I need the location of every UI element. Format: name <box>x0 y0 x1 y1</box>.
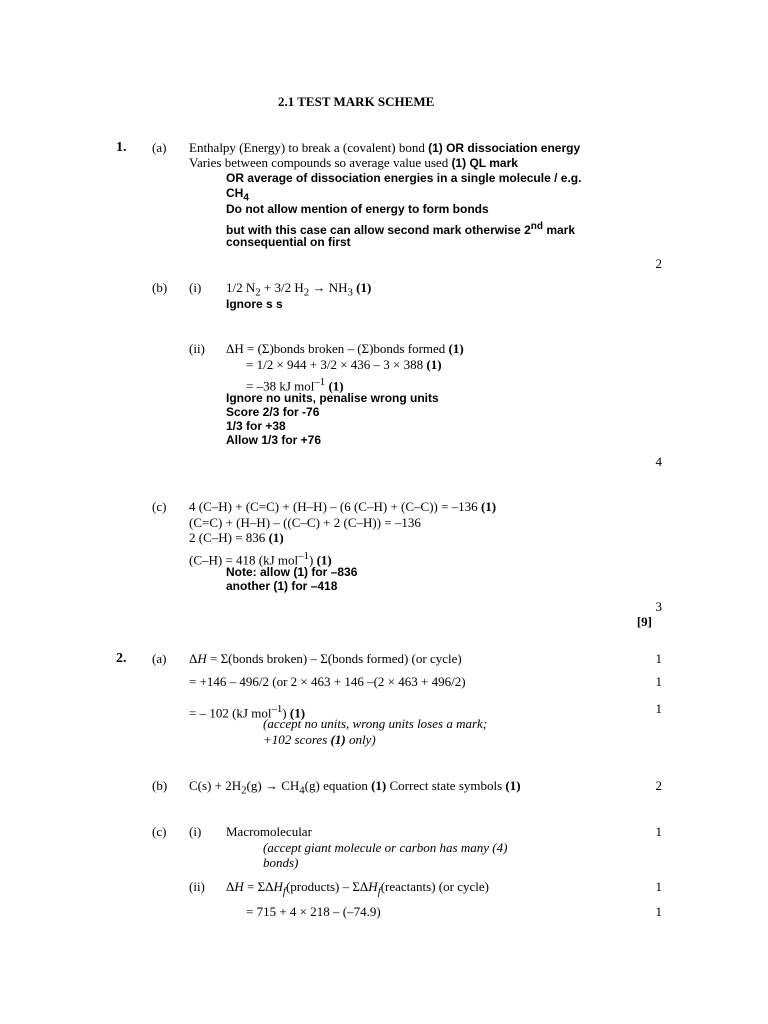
q1b-ii-note-3: 1/3 for +38 <box>226 419 286 433</box>
page-title: 2.1 TEST MARK SCHEME <box>278 94 435 109</box>
q1c-line-1: 4 (C–H) + (C=C) + (H–H) – (6 (C–H) + (C–C)) = –136 (1) <box>189 499 497 514</box>
q1b-ii-note-1: Ignore no units, penalise wrong units <box>226 391 439 405</box>
q1a-note-5: consequential on first <box>226 235 351 249</box>
q2c-i-label: (i) <box>189 824 202 839</box>
q1a-total-marks: 2 <box>655 256 662 271</box>
q1a-note-2: $CH_4$ <box>226 186 249 204</box>
q2c-label: (c) <box>152 824 167 839</box>
q1b-ii-note-2: Score 2/3 for -76 <box>226 405 320 419</box>
q1c-total-marks: 3 <box>655 599 662 614</box>
q2a-label: (a) <box>152 651 167 666</box>
q2c-ii-line-1-mark: 1 <box>655 879 662 894</box>
question-1-number: 1. <box>116 140 127 155</box>
q1a-label: (a) <box>152 140 167 155</box>
q2a-line-3-mark: 1 <box>655 701 662 716</box>
question-2-number: 2. <box>116 651 127 666</box>
q2c-ii-label: (ii) <box>189 879 205 894</box>
q1b-total-marks: 4 <box>655 454 662 469</box>
q2b-label: (b) <box>152 778 168 793</box>
q2c-ii-line-1: $\Delta H = \Sigma\Delta H_f(products)$ – $\Sigma\Delta H_f(reactants)$ (or cycle) <box>226 879 489 898</box>
q2b-equation: $C(s) + 2H_2(g) \to CH_4(g)$ equation (1) Correct state symbols (1) <box>189 778 521 797</box>
q1c-note-1: Note: allow (1) for –836 <box>226 565 358 579</box>
q2a-note-1: (accept no units, wrong units loses a mark; <box>263 716 488 731</box>
q2c-i-mark: 1 <box>655 824 662 839</box>
q1c-note-2: another (1) for –418 <box>226 579 338 593</box>
q1c-line-3: 2 (C–H) = 836 (1) <box>189 530 284 545</box>
q1a-note-4: but with this case can allow second mark otherwise 2nd mark <box>226 221 576 237</box>
q1b-ii-label: (ii) <box>189 341 205 356</box>
q1b-i-label: (i) <box>189 280 202 295</box>
q1c-line-2: (C=C) + (H–H) – ((C–C) + 2 (C–H)) = –136 <box>189 515 421 530</box>
q1b-ii-line-2: = 1/2 × 944 + 3/2 × 436 – 3 × 388 (1) <box>246 357 442 372</box>
q1a-line-1: Enthalpy (Energy) to break a (covalent) bond (1) OR dissociation energy <box>189 140 581 155</box>
q1c-label: (c) <box>152 499 167 514</box>
q2a-note-2: +102 scores (1) only) <box>263 732 376 747</box>
q2c-i-answer: Macromolecular <box>226 824 312 839</box>
q2c-i-note-1: (accept giant molecule or carbon has many (4) <box>263 840 508 855</box>
q2c-i-note-2: bonds) <box>263 855 299 870</box>
q1b-i-note: Ignore s s <box>226 297 283 311</box>
q2a-line-1-mark: 1 <box>655 651 662 666</box>
q1b-ii-line-3: = –38 kJ mol$^{-1}$ (1) <box>246 376 344 394</box>
q2c-ii-line-2: = 715 + 4 × 218 – (–74.9) <box>246 904 381 919</box>
q1-grand-total: [9] <box>636 614 652 629</box>
q2c-ii-line-2-mark: 1 <box>655 904 662 919</box>
q2a-line-2: = +146 – 496/2 (or 2 × 463 + 146 –(2 × 463 + 496/2) <box>189 674 466 689</box>
q1b-ii-note-4: Allow 1/3 for +76 <box>226 433 322 447</box>
q1a-note-3: Do not allow mention of energy to form bonds <box>226 202 489 216</box>
q1b-ii-line-1: ΔH = (Σ)bonds broken – (Σ)bonds formed (1) <box>226 341 464 356</box>
q1a-line-2: Varies between compounds so average value used (1) QL mark <box>189 155 518 170</box>
q1a-note-1: OR average of dissociation energies in a single molecule / e.g. <box>226 171 582 185</box>
q2b-mark: 2 <box>655 778 662 793</box>
q2a-line-2-mark: 1 <box>655 674 662 689</box>
q1b-label: (b) <box>152 280 168 295</box>
q1b-i-equation: 1/2 $N_2 + 3/2$ $H_2 \to NH_3$ (1) <box>226 280 372 299</box>
q2a-line-3: = – 102 (kJ mol$^{-1}$) (1) <box>189 703 306 721</box>
q1c-line-4: (C–H) = 418 (kJ mol$^{-1}$) (1) <box>189 550 332 568</box>
q2a-line-1: ΔH = Σ(bonds broken) – Σ(bonds formed) (or cycle) <box>189 651 462 666</box>
